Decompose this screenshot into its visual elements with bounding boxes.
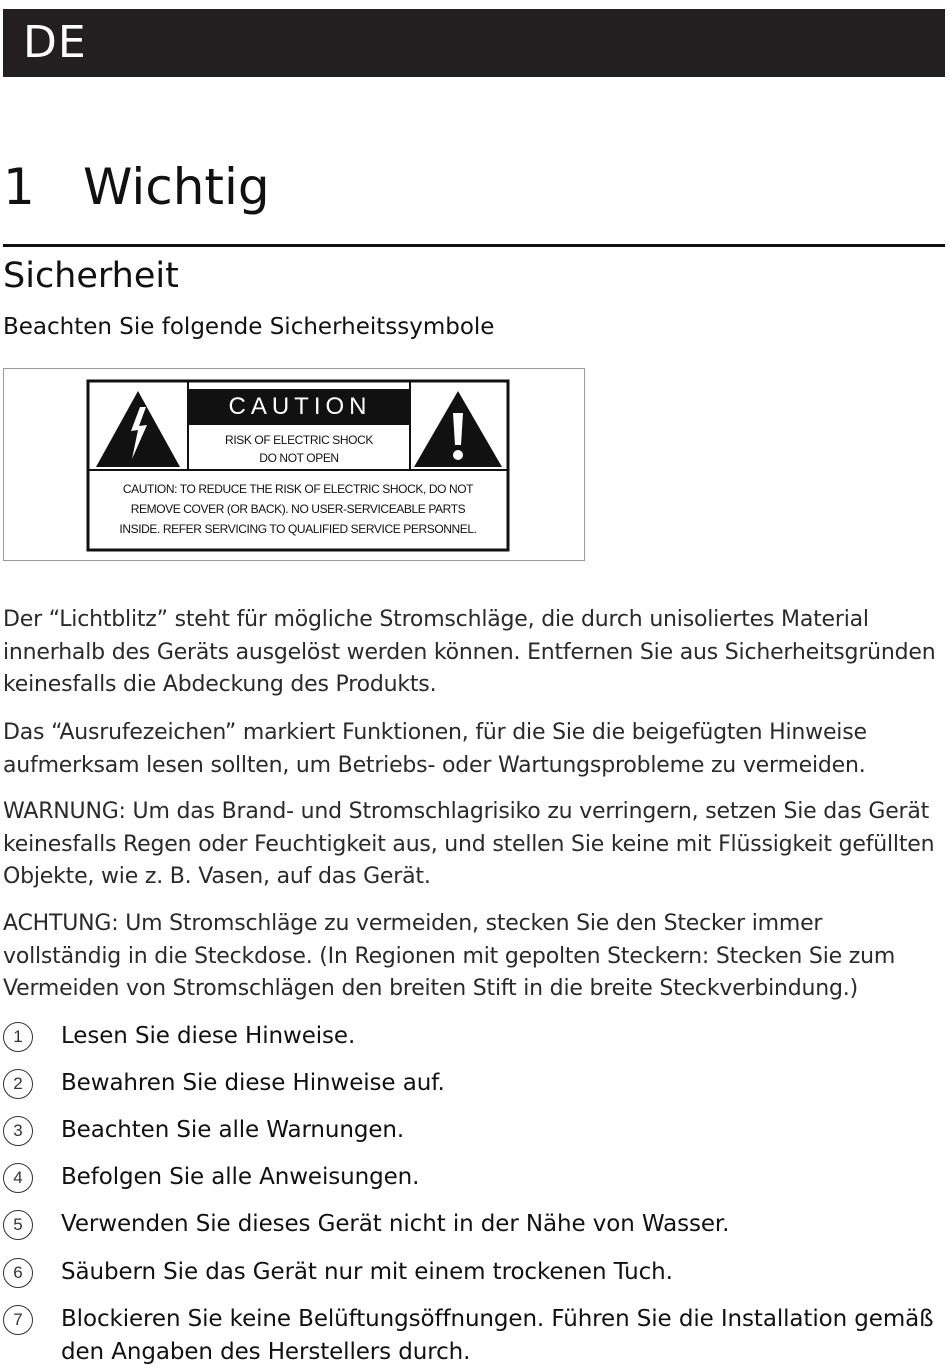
paragraph-caution: ACHTUNG: Um Stromschläge zu vermeiden, stecken Sie den Stecker immer vollständig in die Steckdose. (In Regionen mit gepolten Steckern: Stecken Sie zum Vermeiden von Stromschlägen den breiten Stift in die breite Steckverbindung.): [3, 911, 896, 1001]
list-item-text: Beachten Sie alle Warnungen.: [61, 1117, 405, 1143]
chapter-title: Wichtig: [83, 158, 270, 216]
section-subtitle: Beachten Sie folgende Sicherheitssymbole: [3, 314, 495, 340]
caution-title: CAUTION: [228, 393, 372, 420]
paragraph-exclamation: Das “Ausrufezeichen” markiert Funktionen, für die Sie die beigefügten Hinweise aufmerksam lesen sollten, um Betriebs- oder Wartungsprobleme zu vermeiden.: [3, 720, 867, 778]
list-number: 6: [3, 1258, 33, 1288]
lightning-triangle-icon: [96, 391, 180, 467]
caution-body-2: REMOVE COVER (OR BACK). NO USER-SERVICEABLE PARTS: [130, 502, 466, 516]
language-code: DE: [23, 17, 87, 68]
paragraph-warning: WARNUNG: Um das Brand- und Stromschlagrisiko zu verringern, setzen Sie das Gerät keinesfalls Regen oder Feuchtigkeit aus, und stellen Sie keine mit Flüssigkeit gefüllten Objekte, wie z. B. Vasen, auf das Gerät.: [3, 799, 935, 889]
list-item-text: Blockieren Sie keine Belüftungsöffnungen. Führen Sie die Installation gemäß den Angaben des Herstellers durch.: [61, 1306, 934, 1365]
chapter-divider: [3, 244, 945, 247]
caution-body-1: CAUTION: TO REDUCE THE RISK OF ELECTRIC SHOCK, DO NOT: [122, 482, 474, 496]
section-title: Sicherheit: [3, 256, 179, 296]
list-item-text: Säubern Sie das Gerät nur mit einem trockenen Tuch.: [61, 1259, 673, 1285]
caution-label: [3, 368, 585, 561]
list-number: 3: [3, 1116, 33, 1146]
caution-line-1: RISK OF ELECTRIC SHOCK: [225, 433, 373, 447]
paragraph-lightning: Der “Lichtblitz” steht für mögliche Stromschläge, die durch unisoliertes Material innerhalb des Geräts ausgelöst werden können. Entfernen Sie aus Sicherheitsgründen keinesfalls die Abdeckung des Produkts.: [3, 607, 936, 697]
list-item-text: Lesen Sie diese Hinweise.: [61, 1023, 356, 1049]
caution-body-3: INSIDE. REFER SERVICING TO QUALIFIED SERVICE PERSONNEL.: [119, 522, 477, 536]
language-header-bar: [3, 9, 945, 77]
list-number: 5: [3, 1210, 33, 1240]
list-number: 4: [3, 1163, 33, 1193]
list-number: 7: [3, 1305, 33, 1335]
chapter-heading: [3, 152, 943, 222]
list-number: 2: [3, 1069, 33, 1099]
list-number: 1: [3, 1022, 33, 1052]
list-item-text: Verwenden Sie dieses Gerät nicht in der Nähe von Wasser.: [61, 1211, 730, 1237]
list-item-text: Bewahren Sie diese Hinweise auf.: [61, 1070, 445, 1096]
caution-line-2: DO NOT OPEN: [259, 451, 339, 465]
list-item-text: Befolgen Sie alle Anweisungen.: [61, 1164, 420, 1190]
exclamation-triangle-icon: [414, 391, 502, 467]
chapter-number: 1: [3, 158, 35, 216]
